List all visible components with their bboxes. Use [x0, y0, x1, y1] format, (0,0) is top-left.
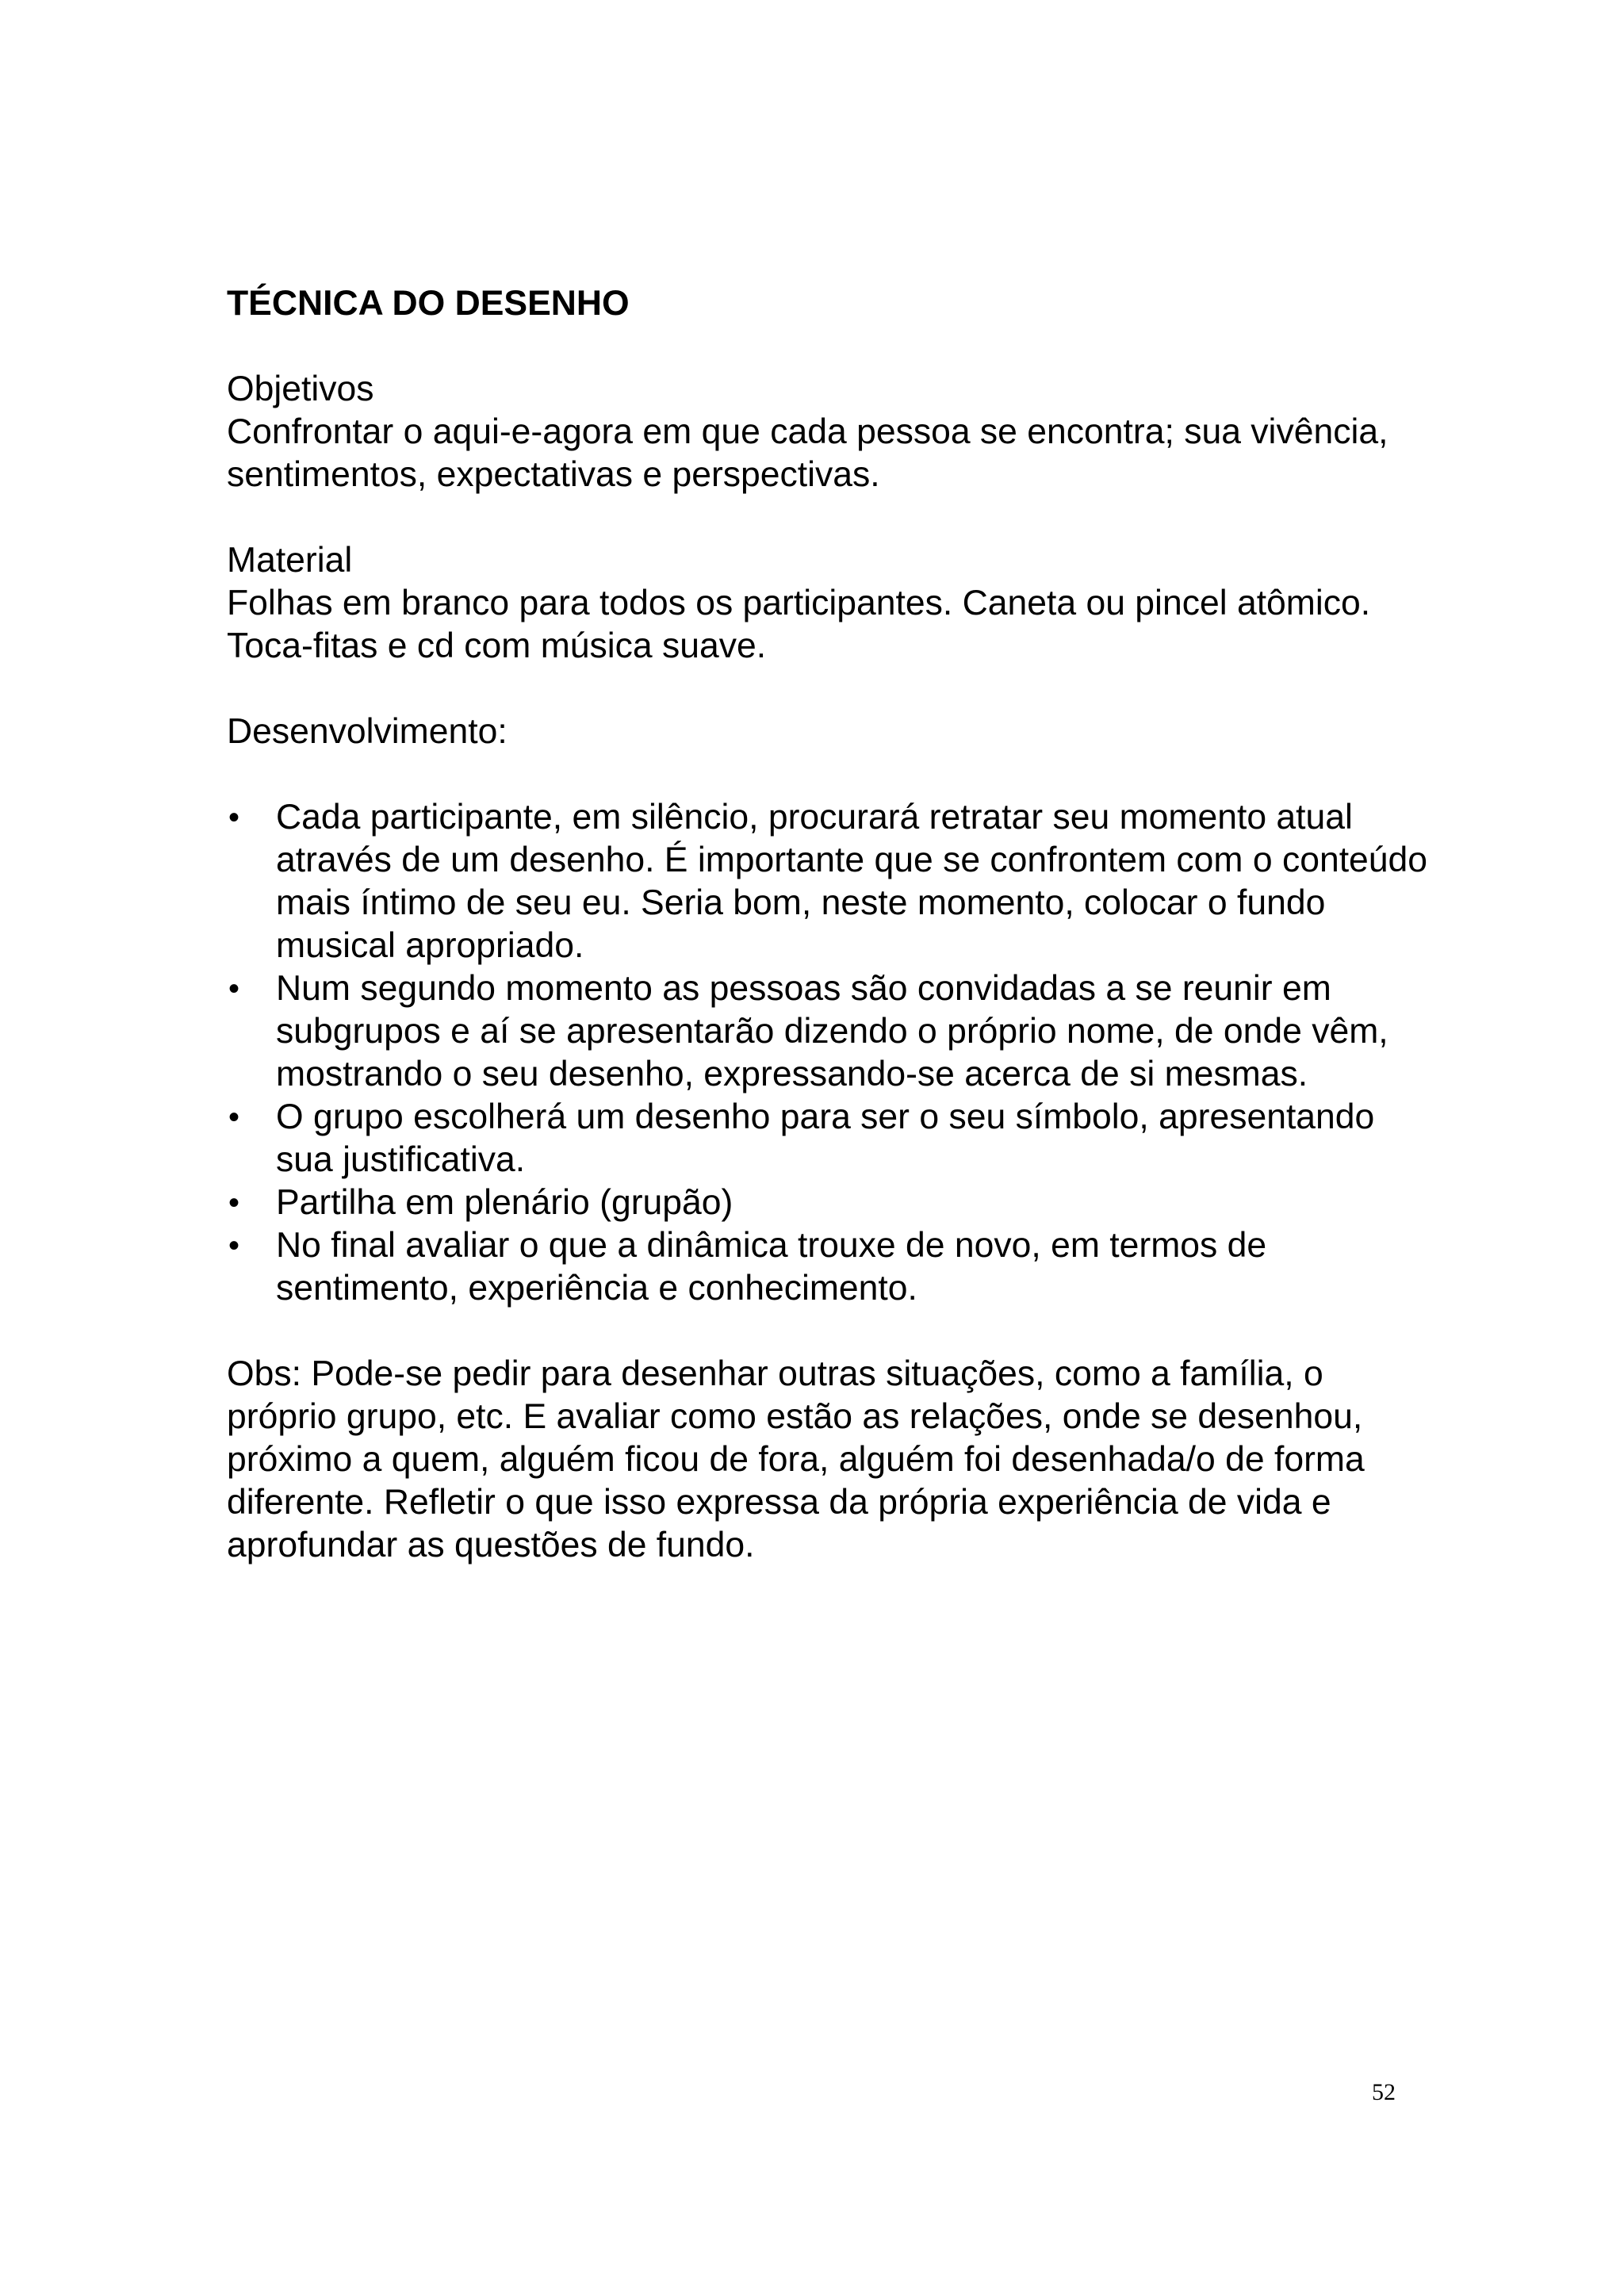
- section-text-objetivos: Confrontar o aqui-e-agora em que cada pessoa se encontra; sua vivência, sentimentos, expectativas e perspectivas.: [227, 412, 1388, 494]
- spacer: [227, 496, 1432, 539]
- list-item-text: O grupo escolherá um desenho para ser o seu símbolo, apresentando sua justificativa.: [276, 1097, 1375, 1179]
- list-item: [227, 796, 1432, 967]
- page-number: 52: [1372, 2079, 1396, 2105]
- section-label-objetivos: Objetivos: [227, 370, 374, 408]
- section-desenvolvimento: [227, 710, 1432, 1310]
- spacer: [227, 753, 1432, 796]
- bullet-list: [227, 796, 1432, 1310]
- bullet-icon: •: [228, 971, 240, 1006]
- list-item-text: Num segundo momento as pessoas são convidadas a se reunir em subgrupos e aí se apresentarão dizendo o próprio nome, de onde vêm, mostrando o seu desenho, expressando-se acerca de si mesmas.: [276, 969, 1388, 1093]
- bullet-icon: •: [228, 1228, 240, 1263]
- spacer: [227, 668, 1432, 710]
- bullet-icon: •: [228, 1185, 240, 1220]
- section-material: [227, 539, 1432, 668]
- list-item-text: Partilha em plenário (grupão): [276, 1183, 733, 1222]
- section-objetivos: [227, 368, 1432, 496]
- document-body: [227, 282, 1432, 1567]
- list-item: [227, 1181, 1432, 1224]
- list-item: [227, 1096, 1432, 1181]
- section-label-material: Material: [227, 541, 353, 580]
- list-item: [227, 967, 1432, 1096]
- list-item: [227, 1224, 1432, 1310]
- list-item-text: Cada participante, em silêncio, procurará retratar seu momento atual através de um desenho. É importante que se confrontem com o conteúdo mais íntimo de seu eu. Seria bom, neste momento, colocar o fundo musical apropriado.: [276, 798, 1428, 965]
- section-text-material: Folhas em branco para todos os participantes. Caneta ou pincel atômico. Toca-fitas e cd com música suave.: [227, 584, 1371, 665]
- list-item-text: No final avaliar o que a dinâmica trouxe de novo, em termos de sentimento, experiência e conhecimento.: [276, 1226, 1267, 1308]
- bullet-icon: •: [228, 800, 240, 835]
- section-label-desenvolvimento: Desenvolvimento:: [227, 712, 508, 751]
- section-obs: [227, 1353, 1432, 1567]
- spacer: [227, 325, 1432, 368]
- bullet-icon: •: [228, 1100, 240, 1135]
- spacer: [227, 1310, 1432, 1353]
- document-title: TÉCNICA DO DESENHO: [227, 284, 630, 323]
- obs-text: Obs: Pode-se pedir para desenhar outras situações, como a família, o próprio grupo, etc. E avaliar como estão as relações, onde se desenhou, próximo a quem, alguém ficou de fora, alguém foi desenhada/o de forma diferente. Refletir o que isso expressa da própria experiência de vida e aprofundar as questões de fundo.: [227, 1354, 1365, 1564]
